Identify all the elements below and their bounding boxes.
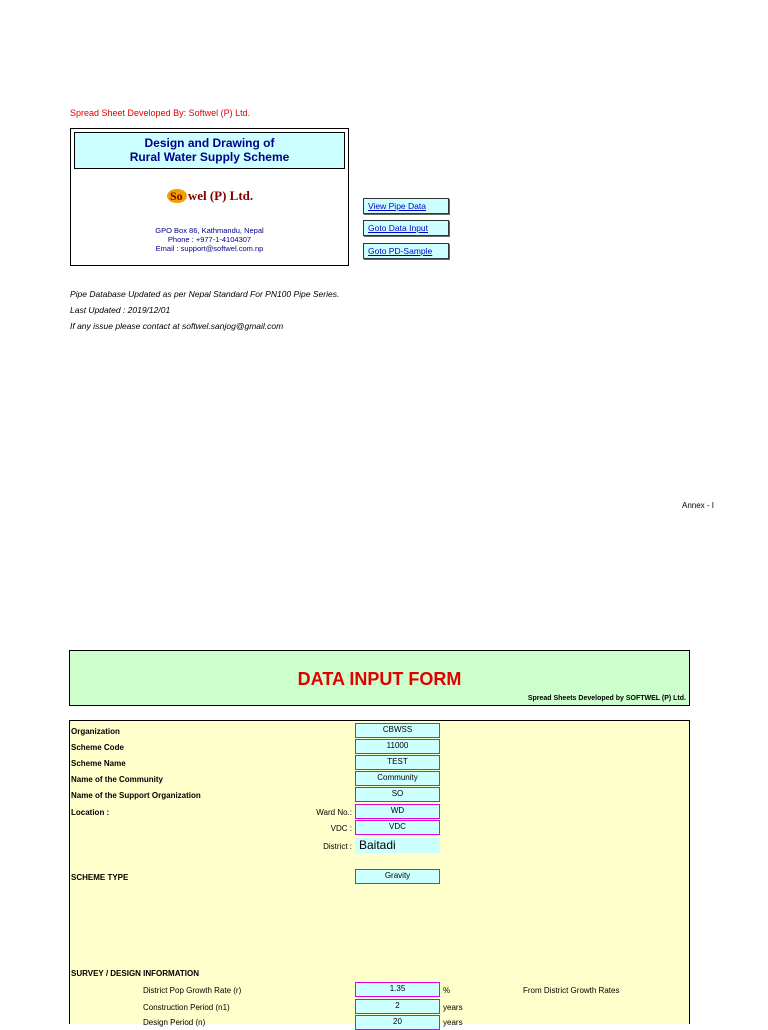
- logo-text: wel (P) Ltd.: [187, 188, 254, 203]
- location-label: Location :: [71, 808, 110, 817]
- design-period-label: Design Period (n): [143, 1018, 206, 1027]
- note-last-updated: Last Updated : 2019/12/01: [70, 305, 171, 315]
- scheme-type-field[interactable]: Gravity: [355, 869, 440, 884]
- title-line-2: Rural Water Supply Scheme: [129, 150, 290, 164]
- title-banner: [74, 132, 345, 169]
- contact-phone: Phone : +977-1-4104307: [167, 235, 252, 244]
- vdc-field[interactable]: VDC: [355, 820, 440, 835]
- growth-rate-unit: %: [443, 986, 451, 995]
- annex-label: Annex - I: [682, 501, 715, 510]
- community-field[interactable]: Community: [355, 771, 440, 786]
- scheme-type-label: SCHEME TYPE: [71, 873, 129, 882]
- community-label: Name of the Community: [71, 775, 164, 784]
- growth-rate-remark: From District Growth Rates: [523, 986, 620, 995]
- form-subtitle: Spread Sheets Developed by SOFTWEL (P) Ltd.: [527, 695, 686, 702]
- title-line-1: Design and Drawing of: [144, 136, 275, 150]
- form-header: [69, 650, 690, 706]
- growth-rate-field[interactable]: 1.35: [355, 982, 440, 997]
- construction-period-label: Construction Period (n1): [143, 1003, 230, 1012]
- note-contact: If any issue please contact at softwel.sanjog@gmail.com: [70, 321, 284, 331]
- svg-text:So: So: [169, 189, 183, 203]
- scheme-code-field[interactable]: 11000: [355, 739, 440, 754]
- growth-rate-label: District Pop Growth Rate (r): [143, 986, 242, 995]
- view-pipe-data-button[interactable]: View Pipe Data: [363, 198, 449, 214]
- construction-period-unit: years: [443, 1003, 463, 1012]
- contact-info: [71, 226, 348, 253]
- vdc-label: VDC :: [330, 824, 352, 833]
- scheme-code-label: Scheme Code: [71, 743, 124, 752]
- developer-credit: Spread Sheet Developed By: Softwel (P) Ltd.: [70, 108, 251, 118]
- survey-design-label: SURVEY / DESIGN INFORMATION: [71, 969, 200, 978]
- form-title: DATA INPUT FORM: [297, 669, 462, 689]
- softwel-logo-icon: [166, 187, 188, 205]
- contact-address: GPO Box 86, Kathmandu, Nepal: [155, 226, 264, 235]
- note-pipe-database: Pipe Database Updated as per Nepal Standard For PN100 Pipe Series.: [70, 289, 340, 299]
- contact-email: Email : support@softwel.com.np: [155, 244, 264, 253]
- design-period-field[interactable]: 20: [355, 1015, 440, 1030]
- support-org-field[interactable]: SO: [355, 787, 440, 802]
- district-label: District :: [323, 842, 352, 851]
- softwel-logo: [71, 187, 348, 205]
- ward-label: Ward No.:: [316, 808, 352, 817]
- organization-label: Organization: [71, 727, 120, 736]
- support-org-label: Name of the Support Organization: [71, 791, 201, 800]
- goto-pd-sample-button[interactable]: Goto PD-Sample: [363, 243, 449, 259]
- district-field[interactable]: Baitadi: [355, 838, 440, 853]
- title-card: [70, 128, 349, 266]
- construction-period-field[interactable]: 2: [355, 999, 440, 1014]
- goto-data-input-button[interactable]: Goto Data Input: [363, 220, 449, 236]
- scheme-name-label: Scheme Name: [71, 759, 126, 768]
- ward-field[interactable]: WD: [355, 804, 440, 819]
- scheme-name-field[interactable]: TEST: [355, 755, 440, 770]
- design-period-unit: years: [443, 1018, 463, 1027]
- organization-field[interactable]: CBWSS: [355, 723, 440, 738]
